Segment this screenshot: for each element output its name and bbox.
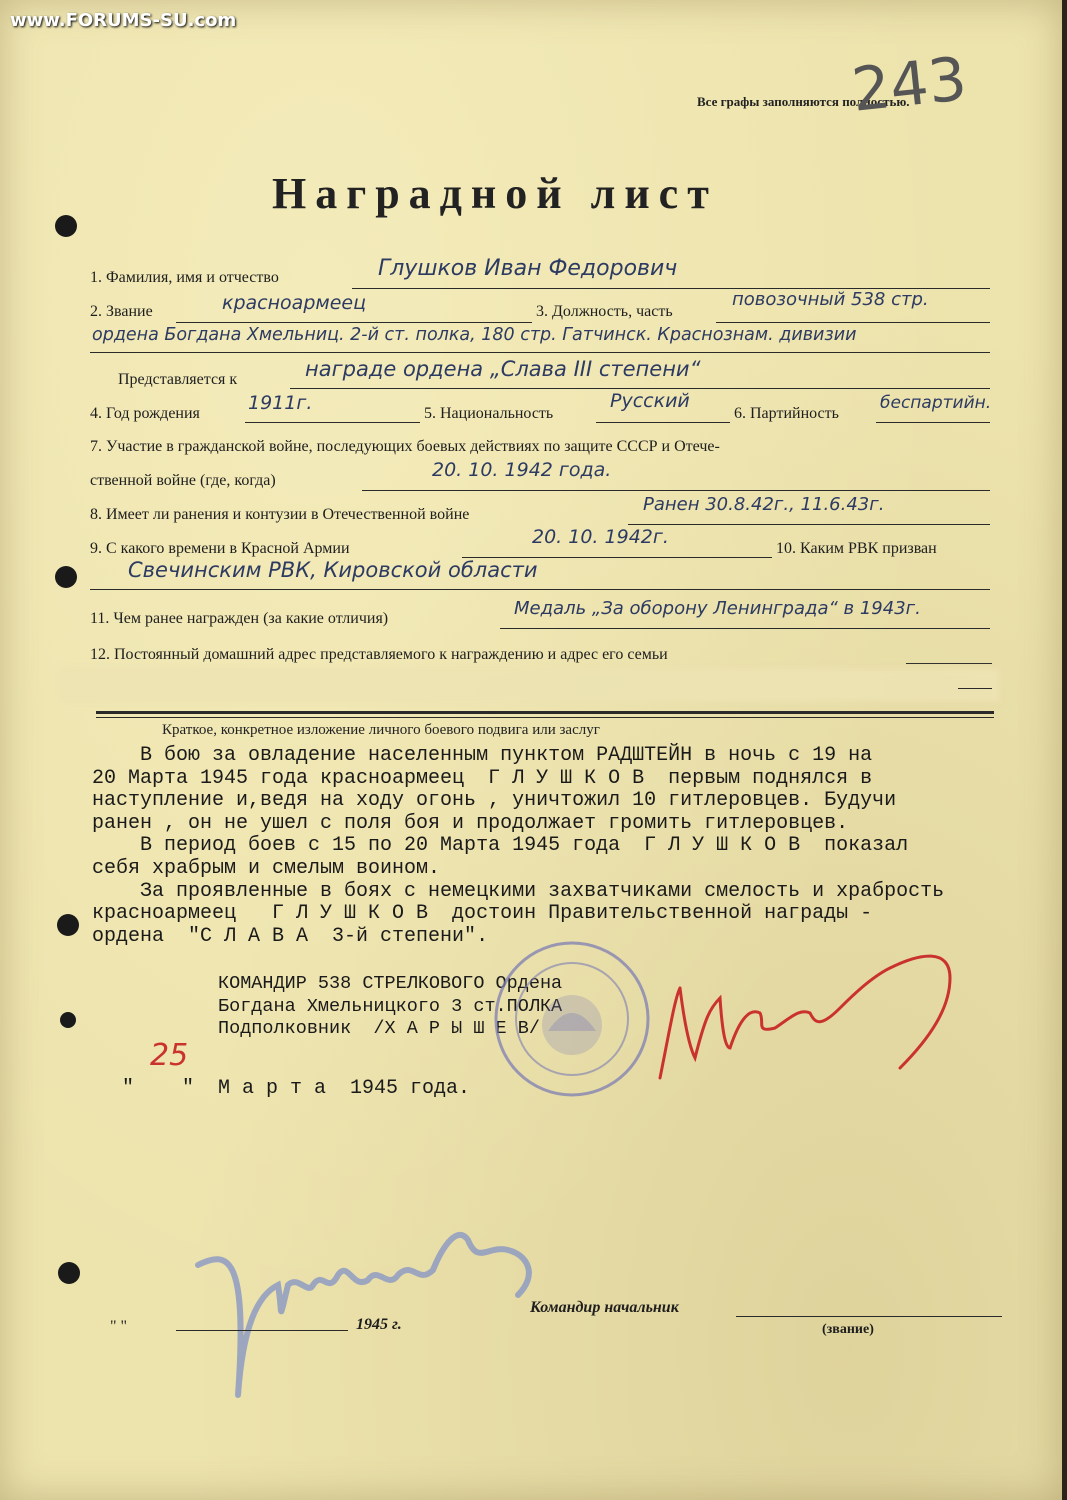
redacted-address-area [60,668,1000,702]
field-11-underline [500,628,990,629]
body-line: себя храбрым и смелым воином. [92,856,441,880]
punch-hole-icon [60,1012,76,1028]
presented-for-value: награде ордена „Слава III степени“ [305,357,701,381]
signature-line: Подполковник /Х А Р Ы Ш Е В/ [218,1018,540,1040]
body-line: 20 Марта 1945 года красноармеец Г Л У Ш К О В первым поднялся в [92,766,873,790]
field-2-label: 2. Звание [90,303,153,320]
field-7-label: 7. Участие в гражданской войне, последующих боевых действиях по защите СССР и Отече- [90,438,720,455]
commander-underline [736,1316,1002,1317]
field-8-value: Ранен 30.8.42г., 11.6.43г. [643,494,885,515]
field-2-value: красноармеец [222,292,367,314]
body-line: наступление и,ведя на ходу огонь , уничтожил 10 гитлеровцев. Будучи [92,789,897,813]
bottom-year: 1945 г. [356,1316,402,1333]
bottom-date-underline [176,1330,348,1331]
field-12-underline-2 [958,688,992,689]
field-12-underline [906,663,992,664]
summary-body [92,745,944,948]
archive-number: 243 [848,44,970,126]
presented-for-label: Представляется к [118,371,238,388]
punch-hole-icon [57,914,79,936]
field-9-value: 20. 10. 1942г. [532,526,669,548]
date-line: " " М а р т а 1945 года. [122,1077,471,1100]
rank-label: (звание) [822,1322,874,1337]
field-1-label: 1. Фамилия, имя и отчество [90,269,279,286]
date-day: 25 [150,1038,189,1073]
field-9-label: 9. С какого времени в Красной Армии [90,540,350,557]
body-line: красноармеец Г Л У Ш К О В достоин Правительственной награды - [92,902,873,926]
body-line: ордена "С Л А В А 3-й степени". [92,924,489,948]
field-5-value: Русский [610,390,690,412]
field-7-underline [362,490,990,491]
bottom-date-quotes: " " [110,1318,128,1335]
field-3-continuation-underline [90,352,990,353]
body-line: В период боев с 15 по 20 Марта 1945 года Г Л У Ш К О В показал [92,834,909,858]
punch-hole-icon [58,1262,80,1284]
field-6-value: беспартийн. [880,393,992,413]
field-4-underline [245,422,420,423]
section-rule-thin [96,717,994,718]
field-8-label: 8. Имеет ли ранения и контузии в Отечественной войне [90,506,470,523]
document-title: Наградной лист [272,169,718,218]
signature-line: Богдана Хмельницкого 3 ст.ПОЛКА [218,995,563,1017]
field-8-underline [628,524,990,525]
field-3-label: 3. Должность, часть [536,303,673,320]
field-6-label: 6. Партийность [734,405,839,422]
signature-line: КОМАНДИР 538 СТРЕЛКОВОГО Ордена [218,973,563,994]
body-line: За проявленные в боях с немецкими захватчиками смелость и храбрость [92,879,945,903]
field-4-value: 1911г. [248,392,313,414]
field-5-underline [596,422,730,423]
commander-signature-red [650,938,970,1098]
site-watermark: www.FORUMS-SU.com [10,10,237,31]
field-7-label-continued: ственной войне (где, когда) [90,472,276,489]
field-3-value: повозочный 538 стр. [732,289,929,310]
punch-hole-icon [55,566,77,588]
field-4-label: 4. Год рождения [90,405,200,422]
field-10-underline [90,589,990,590]
official-stamp [488,935,656,1103]
field-6-underline [876,422,990,423]
field-3-value-continued: ордена Богдана Хмельниц. 2-й ст. полка, 180 стр. Гатчинск. Краснознам. дивизии [92,325,857,345]
commander-label: Командир начальник [530,1299,679,1316]
blue-pencil-signature [188,1205,568,1405]
body-line: ранен , он не ушел с поля боя и продолжает громить гитлеровцев. [92,811,849,835]
section-rule [96,711,994,714]
field-10-value: Свечинским РВК, Кировской области [128,558,538,582]
punch-hole-icon [55,215,77,237]
field-11-value: Медаль „За оборону Ленинграда“ в 1943г. [514,598,921,619]
field-1-value: Глушков Иван Федорович [378,256,678,281]
summary-heading: Краткое, конкретное изложение личного боевого подвига или заслуг [162,722,600,738]
fill-all-fields-note: Все графы заполняются полностью. [697,94,910,109]
field-7-value: 20. 10. 1942 года. [432,459,612,481]
field-3-underline [716,322,990,323]
field-5-label: 5. Национальность [424,405,554,422]
presented-for-underline [290,388,990,389]
field-2-underline [176,322,532,323]
field-10-label: 10. Каким РВК призван [776,540,937,557]
field-11-label: 11. Чем ранее награжден (за какие отличия) [90,610,389,627]
field-12-label: 12. Постоянный домашний адрес представляемого к награждению и адрес его семьи [90,646,668,663]
body-line: В бою за овладение населенным пунктом РАДШТЕЙН в ночь с 19 на [92,744,873,767]
